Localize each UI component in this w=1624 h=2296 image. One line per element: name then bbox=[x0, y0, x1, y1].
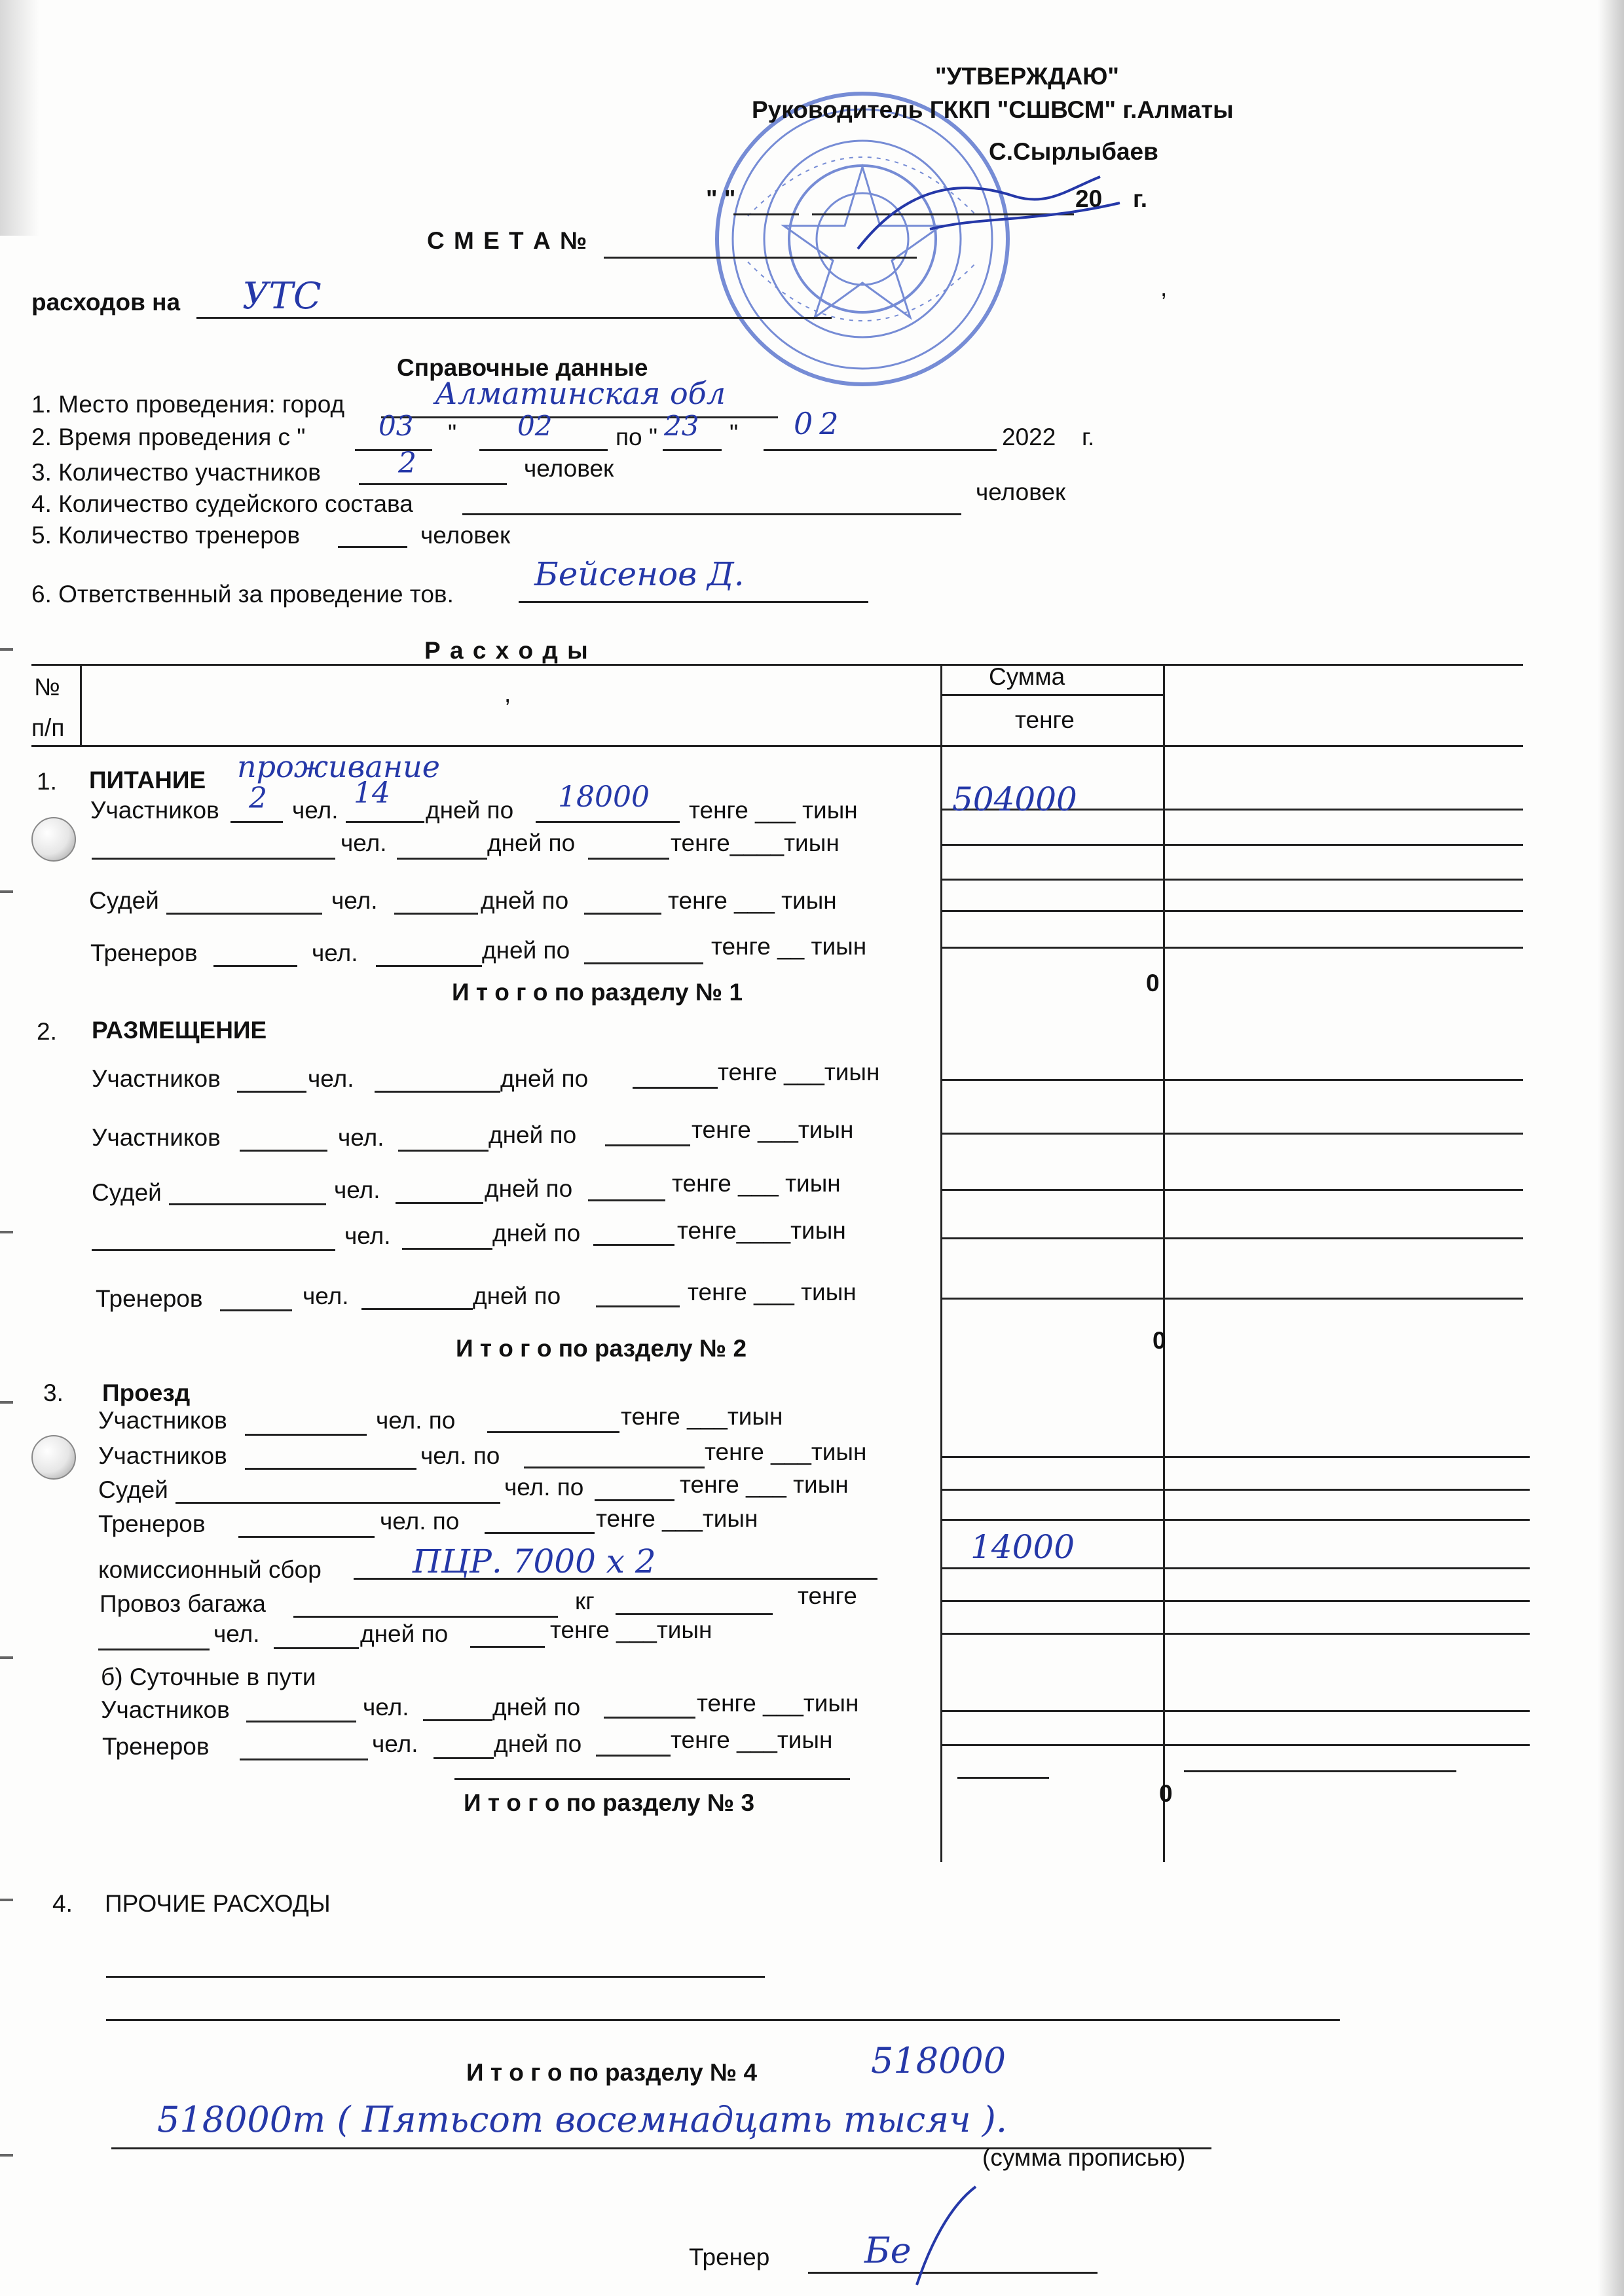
s3-r4-end: тенге ___тиын bbox=[596, 1505, 758, 1532]
section2-num: 2. bbox=[37, 1018, 57, 1045]
s3-r8-label: Участников bbox=[101, 1696, 230, 1723]
s2-r4-end: тенге____тиын bbox=[677, 1217, 846, 1244]
judges-label: 4. Количество судейского состава bbox=[31, 490, 413, 517]
s3-r1-rate-line bbox=[487, 1431, 619, 1433]
from-day-line bbox=[355, 449, 432, 451]
luggage-tenge-line bbox=[616, 1613, 773, 1615]
s3-r1-end: тенге ___тиын bbox=[621, 1403, 783, 1430]
s1-r3-end: тенге ___ тиын bbox=[668, 887, 837, 914]
s1-r2-rate-line bbox=[588, 858, 669, 860]
s1-r2-days-line bbox=[397, 858, 487, 860]
s2-r5-rate-line bbox=[596, 1305, 680, 1307]
approval-day-line bbox=[733, 213, 799, 215]
s2-r5-chel: чел. bbox=[303, 1283, 349, 1309]
s2-r3-end: тенге ___ тиын bbox=[672, 1170, 841, 1197]
other-expenses-line bbox=[106, 2019, 1340, 2021]
responsible-value: Бейсенов Д. bbox=[534, 555, 745, 593]
s3-r4-people-line bbox=[238, 1536, 375, 1538]
s3-r2-mid: чел. по bbox=[420, 1442, 500, 1469]
s3-r8-days-line bbox=[423, 1719, 492, 1721]
s2-r2-people-line bbox=[240, 1150, 327, 1152]
punch-hole-bottom bbox=[31, 1435, 76, 1480]
s1-r1-rate-line bbox=[536, 821, 680, 823]
section3-total-value: 0 bbox=[1159, 1780, 1173, 1807]
s3-r9-mid: дней по bbox=[494, 1730, 582, 1757]
sum-line bbox=[940, 1456, 1530, 1458]
s2-r5-label: Тренеров bbox=[96, 1285, 203, 1312]
sum-line bbox=[940, 1079, 1523, 1081]
s3-r9-days-line bbox=[434, 1757, 494, 1759]
s3-r3-people-line bbox=[175, 1502, 500, 1504]
s3-r9-end: тенге ___тиын bbox=[671, 1726, 833, 1753]
s3-r4-label: Тренеров bbox=[98, 1510, 206, 1537]
sum-line bbox=[940, 1633, 1530, 1635]
s3-r9-chel: чел. bbox=[372, 1730, 418, 1757]
participants-label: 3. Количество участников bbox=[31, 459, 321, 486]
s1-r1-rate: 18000 bbox=[558, 780, 650, 814]
s1-r1-chel: чел. bbox=[292, 797, 339, 824]
s1-r1-people-line bbox=[231, 821, 283, 823]
s2-r2-days-line bbox=[398, 1150, 489, 1152]
s2-r1-label: Участников bbox=[92, 1065, 221, 1092]
s2-r2-chel: чел. bbox=[338, 1124, 384, 1151]
s1-r4-end: тенге __ тиын bbox=[711, 933, 867, 960]
s1-r4-mid: дней по bbox=[482, 937, 570, 964]
s3-r1-mid: чел. по bbox=[376, 1407, 456, 1434]
sum-line bbox=[940, 1133, 1523, 1135]
expenses-for-label: расходов на bbox=[31, 289, 181, 316]
to-day: 23 bbox=[664, 410, 699, 442]
s2-r1-end: тенге ___тиын bbox=[718, 1059, 880, 1085]
to-label: по " bbox=[616, 424, 658, 450]
col-comma: , bbox=[504, 680, 511, 707]
s1-r3-people-line bbox=[166, 913, 322, 915]
s3-r7-rate-line bbox=[470, 1646, 545, 1648]
s2-r1-chel: чел. bbox=[308, 1065, 354, 1092]
s3-r7-mid: дней по bbox=[360, 1620, 449, 1647]
doc-title: С М Е Т А № bbox=[427, 227, 589, 254]
responsible-label: 6. Ответственный за проведение тов. bbox=[31, 581, 454, 608]
s2-r5-mid: дней по bbox=[473, 1283, 561, 1309]
coaches-label: 5. Количество тренеров bbox=[31, 522, 301, 549]
s3-r8-mid: дней по bbox=[492, 1694, 581, 1721]
s2-r2-rate-line bbox=[605, 1144, 690, 1146]
s2-r4-days-line bbox=[402, 1248, 492, 1250]
section4-title: ПРОЧИЕ РАСХОДЫ bbox=[105, 1890, 331, 1917]
sum-line bbox=[957, 1777, 1049, 1779]
s2-r3-rate-line bbox=[588, 1199, 665, 1201]
fee-value: ПЦР. 7000 х 2 bbox=[413, 1542, 656, 1580]
s3-r7-people-line bbox=[98, 1649, 210, 1650]
s3-r4-rate-line bbox=[485, 1532, 595, 1534]
fee-sum: 14000 bbox=[970, 1528, 1075, 1566]
s3-r7-days-line bbox=[274, 1647, 359, 1649]
s2-r3-chel: чел. bbox=[334, 1176, 380, 1203]
section2-total: И т о г о по разделу № 2 bbox=[456, 1335, 747, 1362]
s1-r4-days-line bbox=[376, 965, 482, 967]
s3-r2-rate-line bbox=[524, 1467, 705, 1468]
place-value: Алматинская обл bbox=[435, 376, 726, 411]
punch-hole-top bbox=[31, 817, 76, 862]
coaches-line bbox=[338, 546, 407, 548]
sum-line bbox=[940, 910, 1523, 912]
section4-total-value: 518000 bbox=[871, 2040, 1006, 2081]
to-day-line bbox=[663, 449, 722, 451]
section2-title: РАЗМЕЩЕНИЕ bbox=[92, 1017, 267, 1044]
sum-line bbox=[940, 1710, 1530, 1712]
margin-mark bbox=[0, 1231, 13, 1233]
judges-line bbox=[462, 513, 961, 515]
quote-1: " bbox=[448, 420, 457, 446]
s1-r1-label: Участников bbox=[90, 797, 219, 824]
section3-total: И т о г о по разделу № 3 bbox=[464, 1789, 755, 1816]
s2-r1-people-line bbox=[237, 1091, 306, 1093]
time-label: 2. Время проведения с " bbox=[31, 424, 306, 450]
margin-mark bbox=[0, 1656, 13, 1659]
sum-in-words-caption: (сумма прописью) bbox=[982, 2144, 1186, 2171]
s2-r4-mid: дней по bbox=[492, 1220, 581, 1247]
s1-r1-people: 2 bbox=[249, 782, 267, 815]
from-month: 02 bbox=[517, 410, 553, 442]
s1-r1-days-line bbox=[346, 821, 424, 823]
quote-2: " bbox=[729, 420, 739, 446]
s2-r1-days-line bbox=[375, 1091, 500, 1093]
sum-line bbox=[940, 844, 1523, 846]
s3-r7-chel: чел. bbox=[213, 1620, 260, 1647]
s2-r4-rate-line bbox=[593, 1244, 674, 1246]
col-no-1: № bbox=[34, 674, 60, 701]
s1-r1-days: 14 bbox=[354, 776, 390, 810]
approval-name: С.Сырлыбаев bbox=[989, 138, 1158, 165]
s2-r5-days-line bbox=[361, 1308, 473, 1310]
s1-r4-people-line bbox=[213, 965, 297, 967]
luggage-line bbox=[293, 1616, 558, 1618]
section1-title: ПИТАНИЕ bbox=[89, 767, 206, 793]
director-signature-icon bbox=[851, 151, 1126, 282]
section3-num: 3. bbox=[43, 1379, 64, 1406]
s2-r3-days-line bbox=[396, 1202, 483, 1204]
s2-r3-label: Судей bbox=[92, 1179, 162, 1206]
s2-r4-line bbox=[92, 1249, 335, 1251]
margin-mark bbox=[0, 1899, 13, 1901]
s2-r1-rate-line bbox=[633, 1087, 718, 1089]
section1-note: проживание bbox=[237, 749, 441, 784]
sum-line bbox=[940, 1189, 1523, 1191]
other-expenses-line bbox=[106, 1976, 765, 1978]
s2-r5-end: тенге ___ тиын bbox=[688, 1279, 857, 1305]
approval-year-g: г. bbox=[1133, 185, 1147, 212]
s1-r1-tenge: тенге ___ тиын bbox=[689, 797, 858, 824]
signature-value: Бе bbox=[864, 2230, 912, 2271]
approval-title: "УТВЕРЖДАЮ" bbox=[935, 63, 1119, 90]
from-month-line bbox=[479, 449, 608, 451]
margin-mark bbox=[0, 2154, 13, 2157]
s1-r1-sum: 504000 bbox=[952, 780, 1077, 818]
judges-unit: человек bbox=[976, 479, 1066, 505]
s3-r3-mid: чел. по bbox=[504, 1474, 584, 1501]
approval-year: 20 bbox=[1075, 185, 1103, 212]
to-month-line bbox=[764, 449, 997, 451]
s3-r8-rate-line bbox=[604, 1717, 695, 1719]
approval-position: Руководитель ГККП "СШВСМ" г.Алматы bbox=[752, 96, 1234, 123]
sum-line bbox=[940, 1298, 1523, 1300]
s2-r5-people-line bbox=[220, 1309, 292, 1311]
table-top-line bbox=[31, 664, 1523, 666]
margin-mark bbox=[0, 648, 13, 651]
participants-value: 2 bbox=[398, 446, 416, 480]
s3-r8-end: тенге ___тиын bbox=[697, 1690, 859, 1717]
reference-heading: Справочные данные bbox=[397, 354, 648, 381]
section1-total-value: 0 bbox=[1146, 970, 1160, 996]
participants-line bbox=[359, 483, 507, 485]
s3-r1-people-line bbox=[245, 1434, 367, 1436]
s1-r3-chel: чел. bbox=[331, 887, 378, 914]
s1-r1-days-label: дней по bbox=[426, 797, 514, 824]
luggage-tenge: тенге bbox=[798, 1582, 857, 1609]
page-right-edge bbox=[1598, 0, 1624, 2296]
s2-r3-mid: дней по bbox=[485, 1175, 573, 1202]
s3-r9-rate-line bbox=[596, 1755, 671, 1757]
s3-r9-people-line bbox=[240, 1758, 368, 1760]
margin-mark bbox=[0, 1401, 13, 1404]
sum-line bbox=[940, 1567, 1530, 1569]
sum-line bbox=[940, 1600, 1530, 1602]
s3-r2-label: Участников bbox=[98, 1442, 227, 1469]
s1-r3-days-line bbox=[394, 913, 478, 915]
s3-r3-label: Судей bbox=[98, 1476, 168, 1503]
col-sum-2: тенге bbox=[1015, 706, 1075, 733]
signature-label: Тренер bbox=[689, 2244, 770, 2270]
page-fold-shadow bbox=[0, 0, 39, 236]
s1-r2-line bbox=[92, 858, 335, 860]
s1-r2-mid: дней по bbox=[487, 829, 576, 856]
s2-r4-chel: чел. bbox=[344, 1222, 391, 1249]
to-month: 02 bbox=[794, 406, 845, 441]
s1-r3-rate-line bbox=[584, 913, 661, 915]
doc-number-line bbox=[604, 257, 917, 259]
fee-label: комиссионный сбор bbox=[98, 1556, 322, 1583]
sum-line bbox=[940, 1237, 1523, 1239]
s1-r4-chel: чел. bbox=[312, 939, 358, 966]
section4-total: И т о г о по разделу № 4 bbox=[466, 2059, 758, 2086]
s3-r8-chel: чел. bbox=[363, 1694, 409, 1721]
s3-r3-rate-line bbox=[595, 1499, 674, 1501]
from-day: 03 bbox=[378, 410, 414, 442]
section3-title: Проезд bbox=[102, 1379, 191, 1406]
coach-signature-icon bbox=[904, 2180, 982, 2291]
s2-r1-mid: дней по bbox=[500, 1065, 589, 1092]
section2-total-value: 0 bbox=[1153, 1327, 1166, 1354]
s1-r4-rate-line bbox=[584, 962, 703, 964]
margin-mark bbox=[0, 890, 13, 893]
s3-r4-mid: чел. по bbox=[380, 1508, 460, 1535]
s1-r2-chel: чел. bbox=[341, 829, 387, 856]
sum-header-mid-line bbox=[940, 694, 1163, 696]
col-sum-1: Сумма bbox=[989, 663, 1065, 690]
sum-line bbox=[940, 947, 1523, 949]
section1-num: 1. bbox=[37, 768, 57, 795]
responsible-line bbox=[519, 601, 868, 603]
sum-line bbox=[1184, 1770, 1456, 1772]
s3-r2-people-line bbox=[245, 1468, 416, 1470]
sum-line bbox=[940, 879, 1523, 881]
s3-r9-label: Тренеров bbox=[102, 1733, 210, 1760]
sum-line bbox=[940, 1519, 1530, 1521]
s3-r2-end: тенге ___тиын bbox=[705, 1438, 867, 1465]
col-divider-1 bbox=[80, 664, 82, 745]
per-diem-title: б) Суточные в пути bbox=[101, 1664, 316, 1690]
s3-r1-label: Участников bbox=[98, 1407, 227, 1434]
sum-line bbox=[940, 1489, 1530, 1491]
sum-line bbox=[940, 1744, 1530, 1746]
time-year: 2022 bbox=[1002, 424, 1056, 450]
s2-r3-people-line bbox=[169, 1203, 326, 1205]
approval-date-quotes: " " bbox=[706, 185, 736, 212]
table-header-bottom-line bbox=[31, 745, 1523, 747]
place-line bbox=[381, 416, 778, 418]
luggage-kg: кг bbox=[575, 1588, 595, 1614]
s2-r2-mid: дней по bbox=[489, 1121, 577, 1148]
s1-r2-end: тенге____тиын bbox=[671, 829, 840, 856]
place-label: 1. Место проведения: город bbox=[31, 391, 345, 418]
time-g: г. bbox=[1082, 424, 1095, 450]
luggage-label: Провоз багажа bbox=[100, 1590, 266, 1617]
expenses-for-value: УТС bbox=[242, 275, 322, 318]
coaches-unit: человек bbox=[420, 522, 511, 549]
s1-r4-label: Тренеров bbox=[90, 939, 198, 966]
expenses-heading: Р а с х о д ы bbox=[424, 637, 589, 664]
s2-r2-label: Участников bbox=[92, 1124, 221, 1151]
section3-total-line bbox=[454, 1778, 850, 1780]
s3-r8-people-line bbox=[246, 1721, 356, 1722]
s1-r3-mid: дней по bbox=[481, 887, 569, 914]
s2-r2-end: тенге ___тиын bbox=[692, 1116, 854, 1143]
s3-r7-end: тенге ___тиын bbox=[550, 1616, 712, 1643]
participants-unit: человек bbox=[524, 455, 614, 482]
s3-r3-end: тенге ___ тиын bbox=[680, 1471, 849, 1498]
s1-r3-label: Судей bbox=[89, 887, 159, 914]
section1-total: И т о г о по разделу № 1 bbox=[452, 979, 743, 1006]
col-no-2: п/п bbox=[31, 714, 65, 741]
expenses-for-trail: , bbox=[1160, 274, 1168, 301]
section4-num: 4. bbox=[52, 1890, 73, 1917]
sum-in-words: 518000т ( Пятьсот восемнадцать тысяч ). bbox=[157, 2099, 1008, 2140]
